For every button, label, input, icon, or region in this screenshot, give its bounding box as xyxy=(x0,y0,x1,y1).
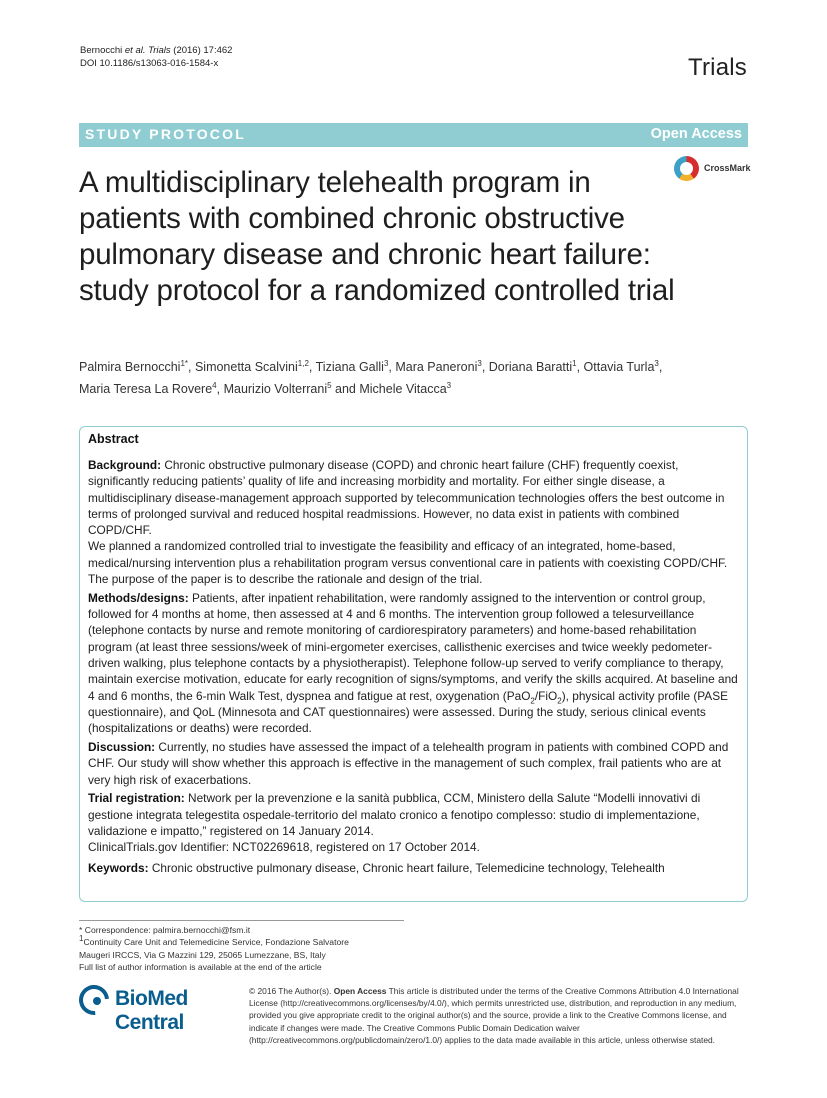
license-text: This article is distributed under the terms of the Creative Commons Attribution 4.0 International License (http://creativecommons.org/licenses/by/4.0/), which permits unrestricted use, distribution, and reproduction in any medium, provided you give appropriate credit to the original author(s) and the source, provide a link to the Creative Commons license, and indicate if changes were made. The Creative Commons Public Domain Dedication waiver (http://creativecommons.org/publicdomain/zero/1.0/) applies to the data made available in this article, unless otherwise stated. xyxy=(249,986,739,1045)
author-affiliation: 3 xyxy=(654,358,659,368)
author-list xyxy=(79,356,719,400)
author-affiliation: 3 xyxy=(446,380,452,390)
section-label: Keywords: xyxy=(88,860,149,875)
author-conjunction: and xyxy=(331,382,360,396)
author-separator: , xyxy=(576,360,584,374)
license-notice xyxy=(249,985,749,1046)
author-affiliation: 1 xyxy=(572,358,577,368)
author-name[interactable]: Mara Paneroni xyxy=(395,360,478,374)
author-info-note: Full list of author information is available at the end of the article xyxy=(79,962,322,973)
author-name[interactable]: Doriana Baratti xyxy=(488,360,573,374)
section-text: Chronic obstructive pulmonary disease, Chronic heart failure, Telemedicine technology, Telehealth xyxy=(148,860,665,875)
affiliation-1 xyxy=(79,936,409,948)
citation-volume: (2016) 17:462 xyxy=(170,45,233,56)
author-name[interactable]: Michele Vitacca xyxy=(359,382,447,396)
publisher-logo[interactable] xyxy=(79,983,239,1034)
article-type-banner xyxy=(79,123,748,147)
article-citation xyxy=(80,44,232,70)
abstract-box xyxy=(79,426,748,902)
doi-link[interactable]: DOI 10.1186/s13063-016-1584-x xyxy=(80,58,219,69)
citation-author: Bernocchi xyxy=(80,45,125,56)
section-text: ClinicalTrials.gov Identifier: NCT02269618, registered on 17 October 2014. xyxy=(88,840,480,855)
open-access-text: Open Access xyxy=(333,986,387,996)
author-affiliation: 3 xyxy=(383,358,389,368)
author-separator: , xyxy=(308,360,316,374)
author-name[interactable]: Palmira Bernocchi xyxy=(79,360,181,374)
author-separator: , xyxy=(188,360,195,374)
author-name[interactable]: Maurizio Volterrani xyxy=(223,382,328,396)
author-affiliation: 3 xyxy=(477,358,482,368)
crossmark-badge[interactable] xyxy=(674,156,754,184)
abstract-methods xyxy=(88,590,740,737)
author-name[interactable]: Tiziana Galli xyxy=(315,360,384,374)
footnotes xyxy=(79,924,409,974)
section-text: /FiO xyxy=(534,688,558,703)
abstract-discussion xyxy=(88,739,740,788)
affiliation-number: 1 xyxy=(79,934,84,944)
biomed-central-icon-dot xyxy=(93,997,101,1005)
author-separator: , xyxy=(658,360,663,374)
author-separator: , xyxy=(388,360,396,374)
abstract-background xyxy=(88,457,740,587)
footnote-divider xyxy=(79,920,404,921)
author-separator: , xyxy=(216,382,224,396)
abstract-trial-registration xyxy=(88,790,740,855)
article-type-label: STUDY PROTOCOL xyxy=(85,126,246,142)
copyright-text: © 2016 The Author(s). xyxy=(249,986,334,996)
section-text: Chronic obstructive pulmonary disease (COPD) and chronic heart failure (CHF) frequently coexist, significantly reducing patients’ quality of life and increasing morbidity and mortality. For either single disease, a multidisciplinary disease-management approach supported by telecommunication technologies offers the best outcome in terms of prolonged survival and reduced hospital readmissions. However, no data exist in patients with combined COPD/CHF. xyxy=(88,458,725,538)
section-text: We planned a randomized controlled trial to investigate the feasibility and efficacy of an integrated, home-based, medical/nursing intervention plus a rehabilitation program versus conventional care in patients with coexisting COPD/CHF. The purpose of the paper is to describe the rationale and design of the trial. xyxy=(88,539,728,587)
author-name[interactable]: Simonetta Scalvini xyxy=(194,360,298,374)
section-label: Discussion: xyxy=(88,740,156,755)
crossmark-icon-center xyxy=(680,162,693,175)
article-title: A multidisciplinary telehealth program in patients with combined chronic obstructive pulmonary disease and chronic heart failure: study protocol for a randomized controlled trial xyxy=(79,166,675,307)
subscript: 2 xyxy=(530,696,535,706)
subscript: 2 xyxy=(557,696,562,706)
author-name[interactable]: Maria Teresa La Rovere xyxy=(79,382,213,396)
author-affiliation: 1* xyxy=(180,358,188,368)
author-affiliation: 5 xyxy=(327,380,332,390)
author-name[interactable]: Ottavia Turla xyxy=(583,360,655,374)
author-affiliation: 1,2 xyxy=(297,358,309,368)
crossmark-label: CrossMark xyxy=(704,163,751,173)
journal-name: Trials xyxy=(688,54,747,81)
citation-journal: et al. Trials xyxy=(124,45,171,56)
affiliation-text: Continuity Care Unit and Telemedicine Service, Fondazione Salvatore xyxy=(83,937,349,948)
section-text: Currently, no studies have assessed the impact of a telehealth program in patients with combined COPD and CHF. Our study will show whether this approach is effective in the management of such complex, frail patients who are at very high risk of exacerbations. xyxy=(88,740,729,787)
publisher-name: BioMed Central xyxy=(115,987,188,1034)
affiliation-address: Maugeri IRCCS, Via G Mazzini 129, 25065 Lumezzane, BS, Italy xyxy=(79,949,326,960)
section-text: ), physical activity profile (PASE questionnaire), and QoL (Minnesota and CAT questionnaires) were assessed. During the study, serious clinical events (hospitalizations or deaths) were recorded. xyxy=(88,688,729,736)
abstract-keywords xyxy=(88,860,740,876)
abstract-body xyxy=(88,457,740,878)
abstract-heading: Abstract xyxy=(88,432,139,446)
correspondence-email[interactable]: * Correspondence: palmira.bernocchi@fsm.it xyxy=(79,925,251,935)
author-affiliation: 4 xyxy=(212,380,217,390)
section-text: Network per la prevenzione e la sanità pubblica, CCM, Ministero della Salute “Modelli innovativi di gestione integrata telegestita ospedale-territorio del malato cronico a fenotipo complesso: studio di implementazione, validazione e impatto,” registered on 14 January 2014. xyxy=(88,791,701,839)
open-access-label: Open Access xyxy=(650,126,742,142)
section-label: Background: xyxy=(88,458,162,472)
section-label: Trial registration: xyxy=(88,791,185,806)
section-label: Methods/designs: xyxy=(88,590,189,605)
author-separator: , xyxy=(481,360,489,374)
section-text: Patients, after inpatient rehabilitation, were randomly assigned to the intervention or control group, followed for 4 months at home, then assessed at 4 and 6 months. The intervention group followed a telesurveillance (telephone contacts by nurse and remote monitoring of cardiorespiratory parameters) and home-based rehabilitation program (at least three sessions/week of mini-ergometer exercises, callisthenic exercises and twice weekly pedometer-driven walking, plus telephone contacts by a physiotherapist). Telephone follow-up served to verify compliance to therapy, maintain exercise motivation, educate for early recognition of signs/symptoms, and verify the skills acquired. At baseline and 4 and 6 months, the 6-min Walk Test, dyspnea and fatigue at rest, oxygenation (PaO xyxy=(88,590,738,703)
